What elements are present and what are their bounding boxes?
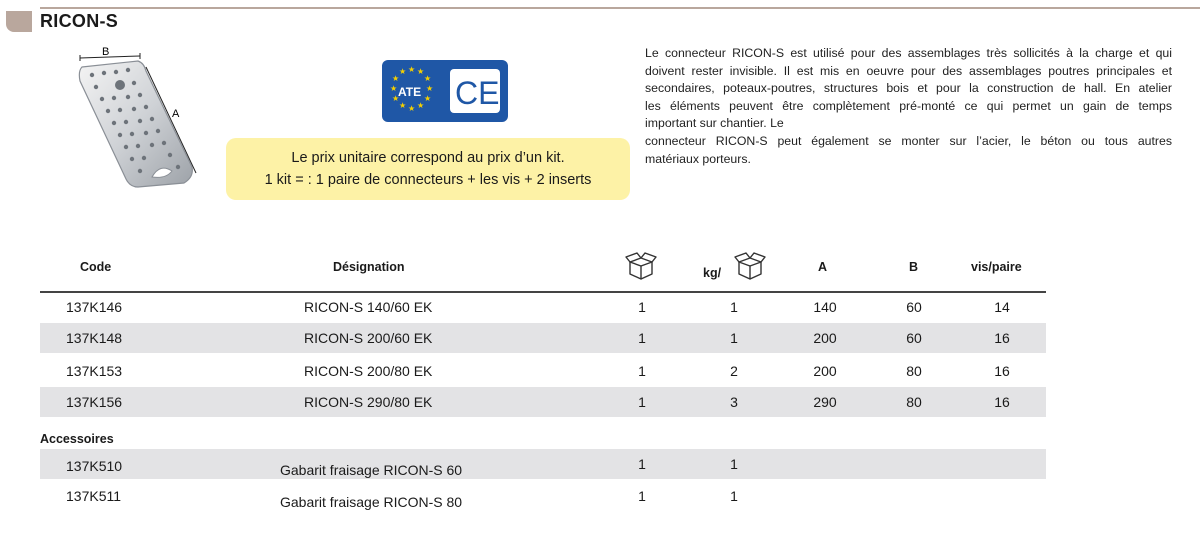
row-a: 200 [813, 330, 837, 346]
row-qty: 1 [638, 394, 646, 410]
row-designation: RICON-S 200/80 EK [304, 363, 433, 379]
svg-text:★: ★ [426, 84, 434, 93]
description-line: matériaux porteurs. [645, 151, 751, 166]
package-box-icon [624, 248, 658, 282]
row-a: 140 [813, 299, 837, 315]
product-description [645, 45, 1172, 168]
header-code: Code [80, 260, 112, 274]
svg-text:★: ★ [399, 67, 407, 76]
row-qty: 1 [638, 330, 646, 346]
row-a: 290 [813, 394, 837, 410]
row-b: 60 [906, 299, 922, 315]
table-row [40, 323, 1046, 353]
ate-label: ATE [398, 85, 422, 99]
row-vis: 16 [994, 363, 1010, 379]
header-kg: kg/ [703, 266, 722, 280]
kit-note-line-1: Le prix unitaire correspond au prix d’un kit. [291, 150, 565, 166]
row-vis: 14 [994, 299, 1010, 315]
header-designation: Désignation [333, 260, 405, 274]
description-line: Le connecteur RICON-S est utilisé pour des assemblages très sollicités à la charge et qui [645, 46, 1172, 60]
row-vis: 16 [994, 330, 1010, 346]
table-row [40, 387, 1046, 417]
svg-text:★: ★ [417, 67, 425, 76]
row-designation: RICON-S 140/60 EK [304, 299, 433, 315]
row-qty: 1 [638, 456, 646, 472]
row-designation: RICON-S 290/80 EK [304, 394, 433, 410]
connector-diagram [60, 45, 220, 205]
row-code: 137K153 [66, 363, 123, 379]
row-b: 80 [906, 394, 922, 410]
row-code: 137K146 [66, 299, 123, 315]
dimension-a-label: A [172, 108, 180, 120]
row-code: 137K511 [66, 488, 122, 504]
header-vis-paire: vis/paire [971, 260, 1022, 274]
row-code: 137K148 [66, 330, 123, 346]
table-row [40, 481, 1046, 511]
svg-text:★: ★ [390, 84, 398, 93]
row-b: 80 [906, 363, 922, 379]
row-designation: Gabarit fraisage RICON-S 80 [280, 494, 463, 510]
row-a: 200 [813, 363, 837, 379]
svg-text:★: ★ [408, 104, 416, 113]
row-qty: 1 [638, 299, 646, 315]
title-rule [40, 7, 1200, 9]
table-row [40, 356, 1046, 386]
table-row [40, 449, 1046, 479]
svg-text:★: ★ [399, 101, 407, 110]
svg-text:★: ★ [392, 74, 400, 83]
dimension-b-label: B [102, 46, 110, 58]
row-qty: 1 [638, 488, 646, 504]
kit-note-line-2: 1 kit = : 1 paire de connecteurs + les vis + 2 inserts [264, 172, 592, 188]
description-line: important sur chantier. Le [645, 116, 784, 131]
page-title: RICON-S [40, 11, 119, 31]
row-kg: 1 [730, 330, 738, 346]
svg-text:★: ★ [408, 65, 416, 74]
svg-text:★: ★ [417, 101, 425, 110]
row-designation: Gabarit fraisage RICON-S 60 [280, 462, 463, 478]
title-accent-block [6, 11, 32, 32]
row-kg: 3 [730, 394, 738, 410]
header-b: B [909, 260, 919, 274]
row-designation: RICON-S 200/60 EK [304, 330, 433, 346]
svg-text:★: ★ [392, 94, 400, 103]
ce-mark: CE [455, 75, 500, 111]
connector-plate [79, 61, 192, 187]
row-kg: 1 [730, 488, 738, 504]
description-line: connecteur RICON-S peut également se monter sur l’acier, le béton ou tous autres [645, 133, 1172, 148]
svg-text:★: ★ [424, 74, 432, 83]
row-kg: 1 [730, 456, 738, 472]
row-code: 137K510 [66, 458, 123, 474]
package-box-icon [733, 248, 767, 282]
kit-price-note [226, 138, 630, 200]
accessories-heading: Accessoires [40, 432, 114, 446]
row-b: 60 [906, 330, 922, 346]
description-line: secondaires, poteaux-poutres, structures bois et pour la construction de hall. En atelier [645, 81, 1172, 96]
row-kg: 2 [730, 363, 738, 379]
header-a: A [818, 260, 828, 274]
description-line: doivent rester invisible. Il est mis en oeuvre pour des assemblages poutres principales et [645, 63, 1172, 78]
row-code: 137K156 [66, 394, 123, 410]
row-vis: 16 [994, 394, 1010, 410]
description-line: les éléments peuvent être complètement pré-monté ce qui permet un gain de temps [645, 98, 1172, 113]
svg-text:★: ★ [424, 94, 432, 103]
table-row [40, 292, 1046, 322]
row-qty: 1 [638, 363, 646, 379]
row-kg: 1 [730, 299, 738, 315]
ate-ce-certification-badge [382, 60, 508, 122]
